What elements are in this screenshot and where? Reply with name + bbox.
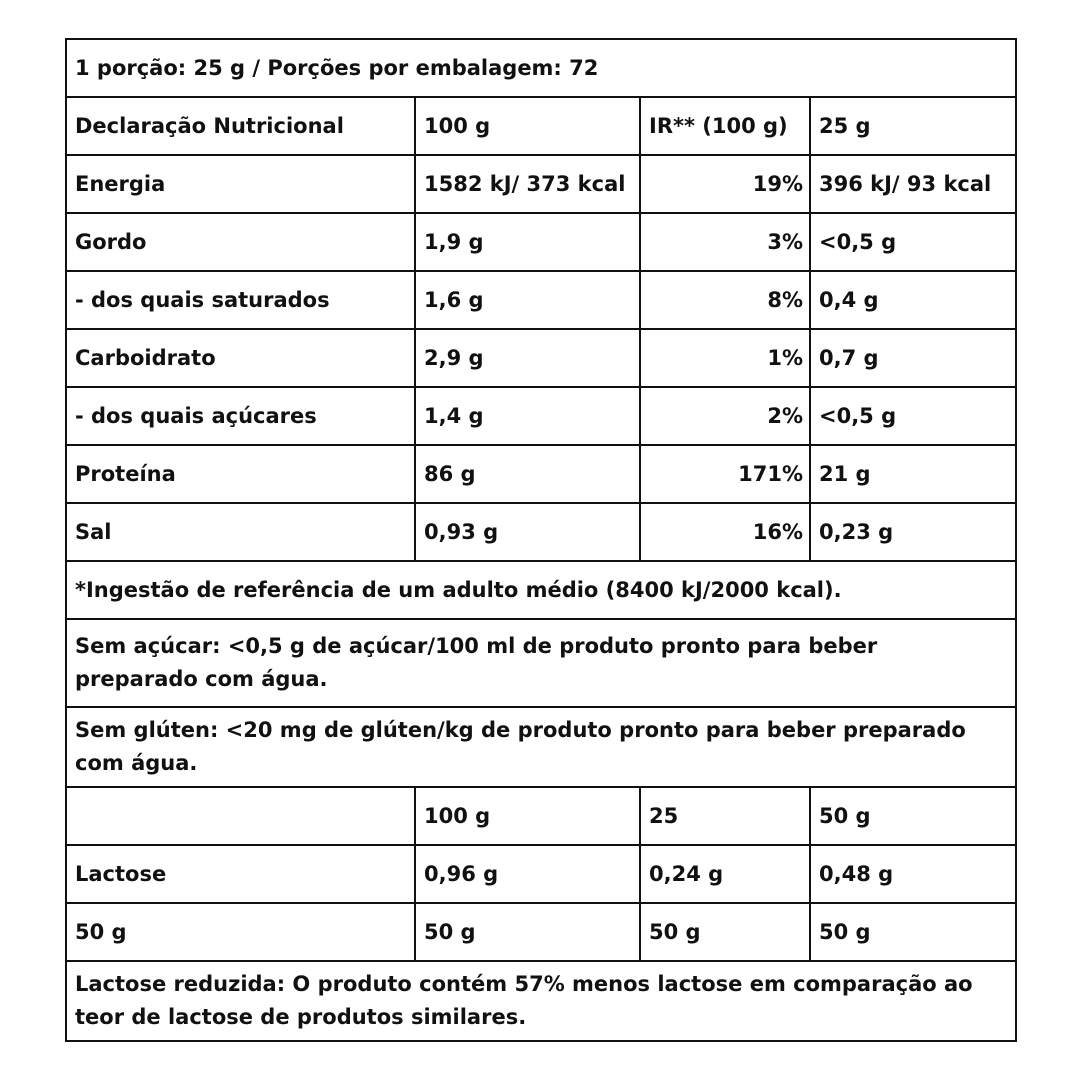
serving-row [66, 39, 1016, 97]
lactose-reduced-note: Lactose reduzida: O produto contém 57% menos lactose em comparação ao teor de lactose de produtos similares. [66, 961, 1016, 1041]
nutrient-per25: 0,7 g [810, 329, 1016, 387]
gluten-free-note: Sem glúten: <20 mg de glúten/kg de produto pronto para beber preparado com água. [66, 707, 1016, 787]
nutrient-per100: 1582 kJ/ 373 kcal [415, 155, 640, 213]
nutrient-name: - dos quais saturados [66, 271, 415, 329]
sugar-free-row [66, 619, 1016, 707]
nutrient-ir: 1% [640, 329, 810, 387]
lactose-cell: 0,96 g [415, 845, 640, 903]
lactose-header-cell: 100 g [415, 787, 640, 845]
nutrient-ir: 19% [640, 155, 810, 213]
lactose-extra-row [66, 903, 1016, 961]
nutrient-per100: 2,9 g [415, 329, 640, 387]
lactose-header-cell: 50 g [810, 787, 1016, 845]
header-col-25g: 25 g [810, 97, 1016, 155]
gluten-free-row [66, 707, 1016, 787]
nutrient-row-carboidrato [66, 329, 1016, 387]
nutrient-per100: 1,9 g [415, 213, 640, 271]
lactose-cell: 0,24 g [640, 845, 810, 903]
header-col-ir: IR** (100 g) [640, 97, 810, 155]
nutrition-table [65, 38, 1017, 1042]
nutrient-row-gordo [66, 213, 1016, 271]
lactose-extra-cell: 50 g [415, 903, 640, 961]
nutrient-ir: 2% [640, 387, 810, 445]
nutrient-per25: 396 kJ/ 93 kcal [810, 155, 1016, 213]
lactose-cell: 0,48 g [810, 845, 1016, 903]
nutrient-per25: 0,23 g [810, 503, 1016, 561]
nutrient-per25: 21 g [810, 445, 1016, 503]
nutrient-name: Energia [66, 155, 415, 213]
nutrient-per100: 86 g [415, 445, 640, 503]
nutrient-name: Gordo [66, 213, 415, 271]
nutrient-per25: 0,4 g [810, 271, 1016, 329]
nutrient-per25: <0,5 g [810, 213, 1016, 271]
nutrient-name: Carboidrato [66, 329, 415, 387]
lactose-cell: Lactose [66, 845, 415, 903]
nutrient-name: Sal [66, 503, 415, 561]
nutrient-row-acucares [66, 387, 1016, 445]
header-col-100g: 100 g [415, 97, 640, 155]
nutrient-name: Proteína [66, 445, 415, 503]
nutrient-row-energia [66, 155, 1016, 213]
lactose-extra-cell: 50 g [810, 903, 1016, 961]
sugar-free-note: Sem açúcar: <0,5 g de açúcar/100 ml de produto pronto para beber preparado com água. [66, 619, 1016, 707]
nutrient-per25: <0,5 g [810, 387, 1016, 445]
lactose-reduced-row [66, 961, 1016, 1041]
lactose-header-cell [66, 787, 415, 845]
nutrient-row-proteina [66, 445, 1016, 503]
lactose-extra-cell: 50 g [640, 903, 810, 961]
nutrient-ir: 171% [640, 445, 810, 503]
nutrient-per100: 1,6 g [415, 271, 640, 329]
nutrient-ir: 8% [640, 271, 810, 329]
nutrient-name: - dos quais açúcares [66, 387, 415, 445]
serving-info: 1 porção: 25 g / Porções por embalagem: 72 [66, 39, 1016, 97]
nutrient-ir: 16% [640, 503, 810, 561]
nutrient-ir: 3% [640, 213, 810, 271]
nutrient-row-saturados [66, 271, 1016, 329]
header-label: Declaração Nutricional [66, 97, 415, 155]
nutrient-per100: 0,93 g [415, 503, 640, 561]
nutrient-row-sal [66, 503, 1016, 561]
lactose-row [66, 845, 1016, 903]
lactose-extra-cell: 50 g [66, 903, 415, 961]
nutrient-per100: 1,4 g [415, 387, 640, 445]
reference-intake-row [66, 561, 1016, 619]
lactose-header-cell: 25 [640, 787, 810, 845]
lactose-header-row [66, 787, 1016, 845]
reference-intake-note: *Ingestão de referência de um adulto médio (8400 kJ/2000 kcal). [66, 561, 1016, 619]
header-row [66, 97, 1016, 155]
